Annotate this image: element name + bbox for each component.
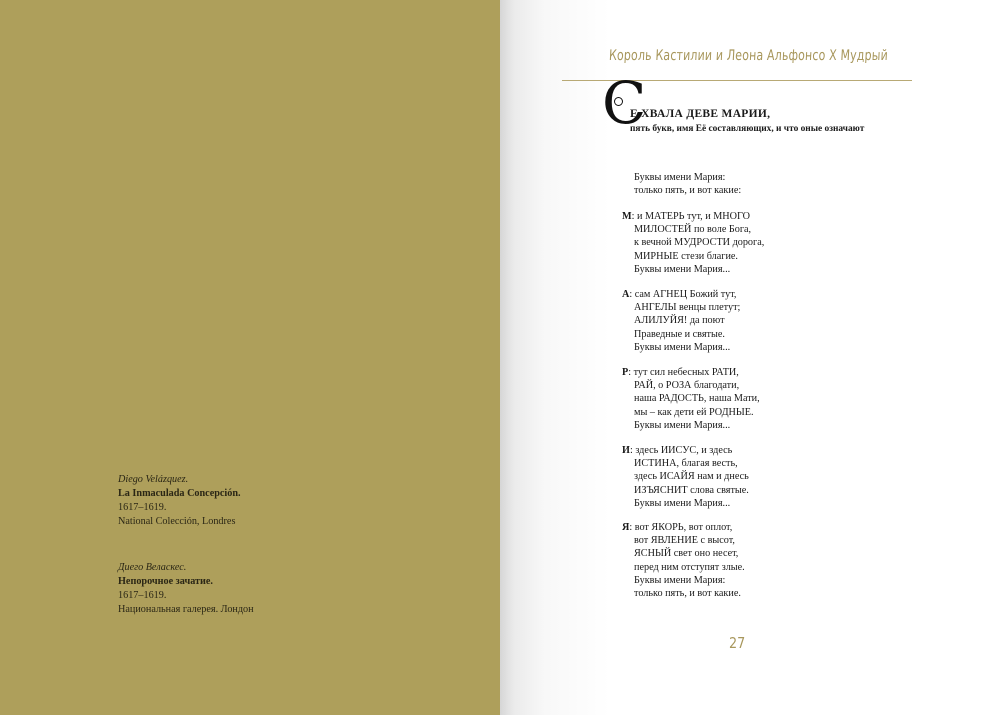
stanza-first-text: : и МАТЕРЬ тут, и МНОГО bbox=[631, 211, 750, 222]
stanza-line: АЛИЛУЙЯ! да поют bbox=[634, 315, 725, 327]
stanza-first-text: : здесь ИИСУС, и здесь bbox=[629, 445, 733, 456]
stanza-letter: Р bbox=[622, 367, 629, 378]
stanza-line: Буквы имени Мария: bbox=[634, 574, 726, 586]
caption-russian-title: Непорочное зачатие. bbox=[118, 576, 213, 587]
intro-line: Буквы имени Мария: bbox=[634, 172, 726, 183]
stanza-line: Буквы имени Мария... bbox=[634, 419, 731, 431]
stanza-line: мы – как дети ей РОДНЫЕ. bbox=[634, 406, 754, 418]
stanza-ya bbox=[622, 521, 745, 600]
poem-subheading: пять букв, имя Её составляющих, и что оные означают bbox=[630, 124, 865, 134]
poem-intro bbox=[634, 171, 741, 197]
caption-russian-location: Национальная галерея. Лондон bbox=[118, 604, 254, 615]
stanza-line: вот ЯВЛЕНИЕ с высот, bbox=[634, 535, 735, 547]
stanza-line: ИЗЪЯСНИТ слова святые. bbox=[634, 484, 749, 496]
caption-latin bbox=[118, 473, 418, 529]
stanza-line: МИРНЫЕ стези благие. bbox=[634, 250, 738, 262]
stanza-line: Праведные и святые. bbox=[634, 328, 725, 340]
caption-russian bbox=[118, 561, 418, 617]
intro-line: только пять, и вот какие: bbox=[634, 185, 742, 197]
stanza-first-line bbox=[622, 444, 749, 457]
stanza-line: перед ним отступят злые. bbox=[634, 561, 745, 573]
stanza-line: ИСТИНА, благая весть, bbox=[634, 458, 738, 470]
stanza-first-text: : тут сил небесных РАТИ, bbox=[628, 367, 739, 378]
stanza-letter: И bbox=[622, 445, 630, 456]
stanza-first-line bbox=[622, 288, 740, 301]
caption-latin-years: 1617–1619. bbox=[118, 502, 167, 513]
caption-latin-artist: Diego Velázquez. bbox=[118, 474, 189, 485]
stanza-line: АНГЕЛЫ венцы плетут; bbox=[634, 302, 741, 314]
running-head: Король Кастилии и Леона Альфонсо X Мудрый bbox=[608, 48, 889, 64]
stanza-r bbox=[622, 366, 760, 432]
image-captions bbox=[118, 473, 418, 617]
caption-latin-location: National Colección, Londres bbox=[118, 516, 236, 527]
stanza-letter: М bbox=[622, 211, 632, 222]
stanza-line: ЯСНЫЙ свет оно несет, bbox=[634, 548, 739, 560]
stanza-line: Буквы имени Мария... bbox=[634, 497, 731, 509]
stanza-first-text: : вот ЯКОРЬ, вот оплот, bbox=[629, 522, 733, 533]
caption-latin-title: La Inmaculada Concepción. bbox=[118, 488, 241, 499]
stanza-line: к вечной МУДРОСТИ дорога, bbox=[634, 237, 765, 249]
stanza-line: Буквы имени Мария... bbox=[634, 341, 731, 353]
stanza-a bbox=[622, 288, 740, 354]
stanza-letter: А bbox=[622, 289, 630, 300]
caption-russian-artist: Диего Веласкес. bbox=[118, 562, 187, 573]
stanza-first-text: : сам АГНЕЦ Божий тут, bbox=[629, 289, 737, 300]
drop-cap-ornament-icon bbox=[614, 97, 623, 106]
page-number: 27 bbox=[729, 634, 746, 652]
stanza-line: только пять, и вот какие. bbox=[634, 588, 741, 600]
stanza-line: Буквы имени Мария... bbox=[634, 263, 731, 275]
caption-russian-years: 1617–1619. bbox=[118, 590, 167, 601]
stanza-line: РАЙ, о РОЗА благодати, bbox=[634, 380, 740, 392]
stanza-line: МИЛОСТЕЙ по воле Бога, bbox=[634, 224, 752, 236]
stanza-letter: Я bbox=[622, 522, 630, 533]
stanza-line: здесь ИСАЙЯ нам и днесь bbox=[634, 471, 749, 483]
stanza-first-line bbox=[622, 366, 760, 379]
stanza-first-line bbox=[622, 521, 745, 534]
drop-cap: С bbox=[602, 69, 647, 137]
stanza-m bbox=[622, 210, 764, 276]
stanza-i bbox=[622, 444, 749, 510]
stanza-first-line bbox=[622, 210, 764, 223]
stanza-line: наша РАДОСТЬ, наша Мати, bbox=[634, 393, 760, 405]
poem-heading: Е ХВАЛА ДЕВЕ МАРИИ, bbox=[630, 108, 771, 120]
